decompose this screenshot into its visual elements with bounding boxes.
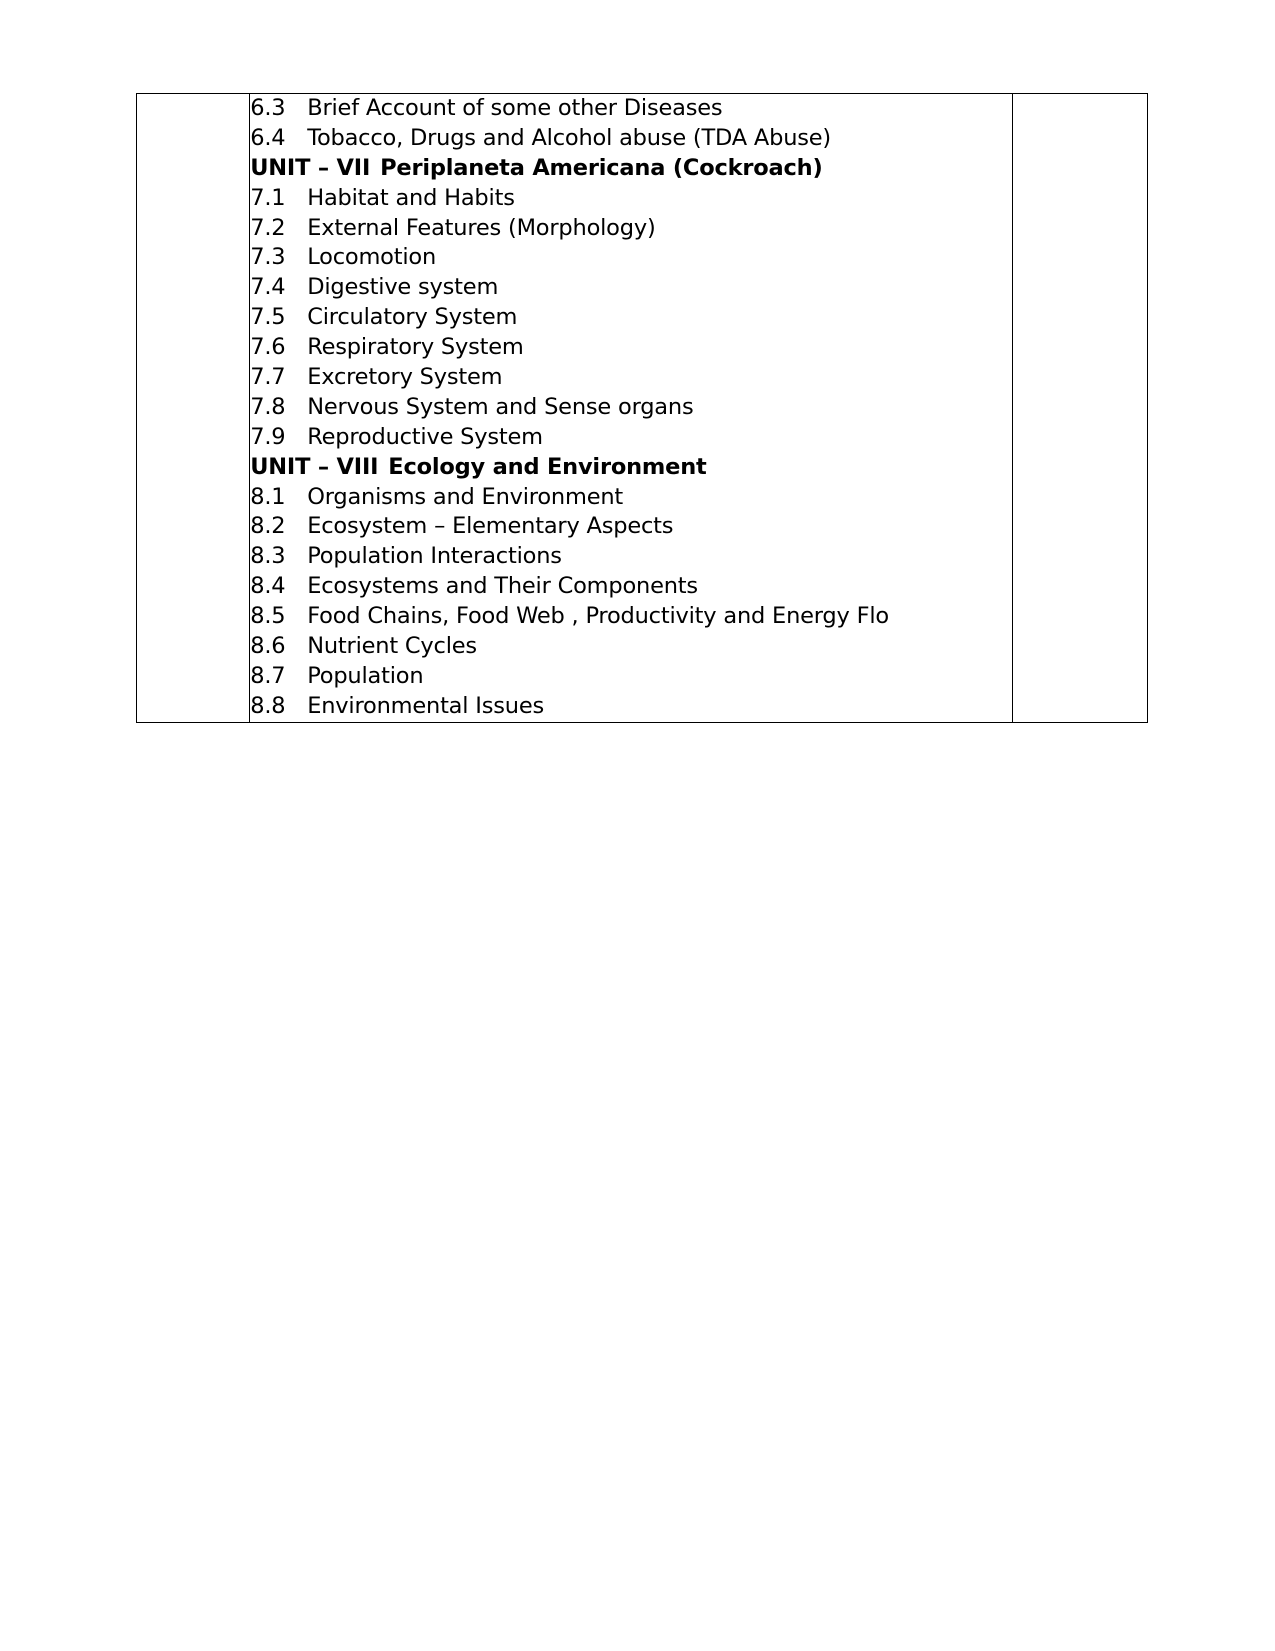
topic-number: 8.7 <box>250 662 286 689</box>
topic-text: External Features (Morphology) <box>307 214 656 241</box>
topic-line-8-5 <box>250 602 1012 632</box>
topic-text: Organisms and Environment <box>307 483 624 510</box>
topic-text: Respiratory System <box>307 334 524 361</box>
topic-text: Population <box>307 662 424 689</box>
topic-number: 8.2 <box>250 513 286 540</box>
topic-number: 7.8 <box>250 393 286 420</box>
topic-text: Digestive system <box>307 274 499 301</box>
topic-text: Nutrient Cycles <box>307 633 477 660</box>
left-empty-cell <box>137 94 250 723</box>
topic-number: 8.5 <box>250 603 286 630</box>
topic-text: Circulatory System <box>307 304 518 331</box>
topic-text: Nervous System and Sense organs <box>307 393 694 420</box>
topic-number: 7.1 <box>250 184 286 211</box>
topic-number: 7.4 <box>250 274 286 301</box>
topic-number: 7.2 <box>250 214 286 241</box>
topic-text: Food Chains, Food Web , Productivity and Energy Flo <box>307 603 889 630</box>
topic-line-7-5 <box>250 303 1012 333</box>
topic-text: Population Interactions <box>307 543 562 570</box>
topic-text: Brief Account of some other Diseases <box>307 95 723 121</box>
topic-number: 6.3 <box>250 95 286 121</box>
topic-number: 8.4 <box>250 573 286 600</box>
topic-number: 8.8 <box>250 692 286 719</box>
unit-label: UNIT – VII <box>250 154 371 181</box>
topic-line-8-7 <box>250 662 1012 692</box>
topic-line-8-1 <box>250 483 1012 513</box>
topic-number: 7.3 <box>250 244 286 271</box>
topic-number: 7.5 <box>250 304 286 331</box>
topics-cell <box>250 94 1013 723</box>
topic-line-7-3 <box>250 243 1012 273</box>
topic-number: 6.4 <box>250 124 286 151</box>
topic-line-7-2 <box>250 214 1012 244</box>
unit-title: Periplaneta Americana (Cockroach) <box>380 154 823 181</box>
unit-heading-vii <box>250 154 1012 184</box>
topic-text: Reproductive System <box>307 423 543 450</box>
unit-label: UNIT – VIII <box>250 453 379 480</box>
unit-title: Ecology and Environment <box>388 453 707 480</box>
topic-text: Ecosystem – Elementary Aspects <box>307 513 674 540</box>
topic-line-7-6 <box>250 333 1012 363</box>
topic-number: 8.6 <box>250 633 286 660</box>
topic-text: Ecosystems and Their Components <box>307 573 698 600</box>
topic-line-7-1 <box>250 184 1012 214</box>
topic-line-6-4 <box>250 124 1012 154</box>
topic-number: 7.9 <box>250 423 286 450</box>
syllabus-table <box>136 93 1148 723</box>
topic-text: Tobacco, Drugs and Alcohol abuse (TDA Abuse) <box>307 124 831 151</box>
topic-text: Locomotion <box>307 244 437 271</box>
unit-heading-viii <box>250 453 1012 483</box>
topic-line-7-8 <box>250 393 1012 423</box>
topic-line-8-2 <box>250 512 1012 542</box>
topic-text: Habitat and Habits <box>307 184 515 211</box>
topic-line-8-8 <box>250 692 1012 722</box>
topic-line-7-7 <box>250 363 1012 393</box>
topic-number: 8.1 <box>250 483 286 510</box>
topic-line-8-6 <box>250 632 1012 662</box>
topic-line-8-4 <box>250 572 1012 602</box>
topic-number: 8.3 <box>250 543 286 570</box>
topic-number: 7.7 <box>250 364 286 391</box>
topic-text: Environmental Issues <box>307 692 544 719</box>
table-row <box>137 94 1148 723</box>
topic-number: 7.6 <box>250 334 286 361</box>
topic-line-6-3 <box>250 94 1012 124</box>
topic-line-8-3 <box>250 542 1012 572</box>
topic-line-7-9 <box>250 423 1012 453</box>
topic-line-7-4 <box>250 273 1012 303</box>
right-empty-cell <box>1012 94 1147 723</box>
topic-text: Excretory System <box>307 364 503 391</box>
